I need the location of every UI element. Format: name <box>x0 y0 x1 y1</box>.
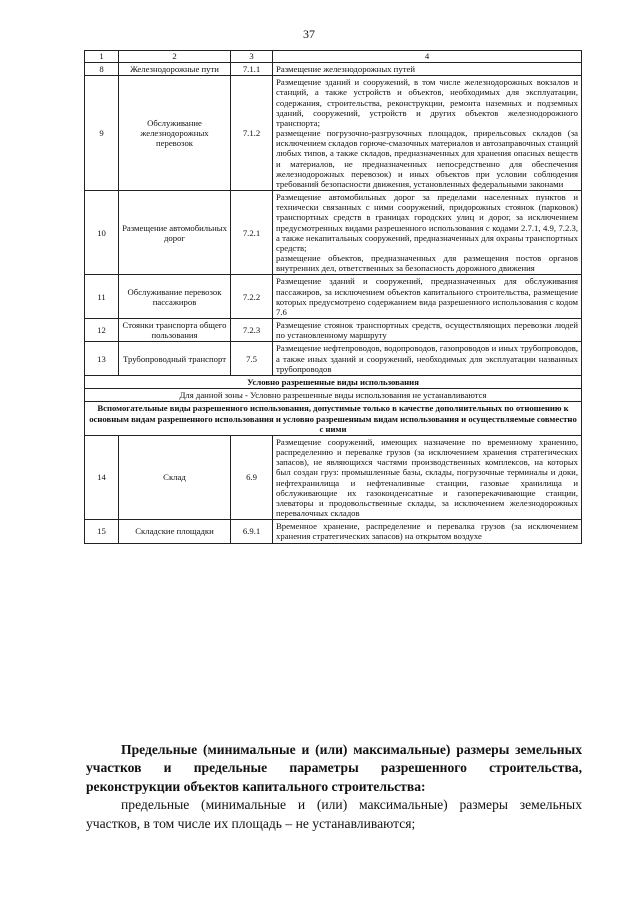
use-type-description <box>273 520 582 543</box>
table-row <box>85 520 582 543</box>
row-number: 11 <box>85 275 119 319</box>
use-type-code: 7.2.1 <box>231 191 273 275</box>
use-type-code: 6.9 <box>231 435 273 519</box>
use-type-description <box>273 191 582 275</box>
use-type-name: Обслуживание железнодорожных перевозок <box>119 76 231 191</box>
use-type-code: 7.5 <box>231 342 273 376</box>
use-type-name: Трубопроводный транспорт <box>119 342 231 376</box>
use-type-description <box>273 76 582 191</box>
use-type-name: Железнодорожные пути <box>119 63 231 76</box>
parameters-heading: Предельные (минимальные и (или) максимальные) размеры земельных участков и предельные параметры разрешенного строительства, реконструкции объектов капитального строительства: <box>86 742 582 794</box>
description-paragraph: Размещение нефтепроводов, водопроводов, газопроводов и иных трубопроводов, а также иных зданий и сооружений, необходимых для эксплуатации названных трубопроводов <box>276 343 578 374</box>
row-number: 13 <box>85 342 119 376</box>
conditional-section-note: Для данной зоны - Условно разрешенные виды использования не устанавливаются <box>85 389 582 402</box>
header-cell: 2 <box>119 51 231 63</box>
description-paragraph: размещение погрузочно-разгрузочных площадок, прирельсовых складов (за исключением складов горюче-смазочных материалов и автозаправочных станций любых типов, а также складов, предназначенных для хранения опасных веществ и материалов, не предназначенных непосредственно для обеспечения железнодорожных перевозок) и иных объектов при условии соблюдения требований безопасности движения, установленных федеральными законами <box>276 128 578 189</box>
row-number: 15 <box>85 520 119 543</box>
use-type-name: Размещение автомобильных дорог <box>119 191 231 275</box>
table-row <box>85 342 582 376</box>
description-paragraph: Размещение зданий и сооружений, в том числе железнодорожных вокзалов и станций, а также устройств и объектов, необходимых для эксплуатации, содержания, строительства, реконструкции, ремонта наземных и подземных зданий, сооружений, устройств и других объектов железнодорожного транспорта; <box>276 77 578 128</box>
description-paragraph: размещение объектов, предназначенных для размещения постов органов внутренних дел, ответственных за безопасность дорожного движения <box>276 253 578 274</box>
description-paragraph: Размещение сооружений, имеющих назначение по временному хранению, распределению и перевалке грузов (за исключением хранения стратегических запасов), не являющихся частями производственных комплексов, на которых был создан груз: промышленные базы, склады, погрузочные терминалы и доки, нефтехранилища и нефтеналивные станции, газовые хранилища и обслуживающие их газоконденсатные и газоперекачивающие станции, элеваторы и продовольственные склады, за исключением железнодорожных перевалочных складов <box>276 436 578 519</box>
land-use-table <box>84 50 582 544</box>
description-paragraph: Размещение железнодорожных путей <box>276 64 415 74</box>
use-type-code: 7.2.2 <box>231 275 273 319</box>
conditional-section-title: Условно разрешенные виды использования <box>85 375 582 388</box>
header-cell: 1 <box>85 51 119 63</box>
use-type-code: 6.9.1 <box>231 520 273 543</box>
use-type-description <box>273 435 582 519</box>
row-number: 9 <box>85 76 119 191</box>
row-number: 14 <box>85 435 119 519</box>
header-cell: 4 <box>273 51 582 63</box>
table-row <box>85 435 582 519</box>
table-header-row <box>85 51 582 63</box>
use-type-name: Складские площадки <box>119 520 231 543</box>
row-number: 8 <box>85 63 119 76</box>
use-type-code: 7.2.3 <box>231 319 273 342</box>
description-paragraph: Размещение автомобильных дорог за пределами населенных пунктов и технически связанных с ними сооружений, придорожных стоянок (парковок) транспортных средств в границах городских улиц и дорог, за исключением предусмотренных видами разрешенного использования с кодами 2.7.1, 4.9, 7.2.3, а также некапитальных сооружений, предназначенных для охраны транспортных средств; <box>276 192 578 253</box>
description-paragraph: Размещение стоянок транспортных средств, осуществляющих перевозки людей по установленному маршруту <box>276 320 578 341</box>
use-type-name: Обслуживание перевозок пассажиров <box>119 275 231 319</box>
use-type-description <box>273 275 582 319</box>
row-number: 10 <box>85 191 119 275</box>
use-type-code: 7.1.1 <box>231 63 273 76</box>
use-type-code: 7.1.2 <box>231 76 273 191</box>
use-type-description <box>273 63 582 76</box>
description-paragraph: Временное хранение, распределение и перевалка грузов (за исключением хранения стратегических запасов) на открытом воздухе <box>276 521 578 542</box>
table-row <box>85 63 582 76</box>
use-type-name: Склад <box>119 435 231 519</box>
table-row <box>85 76 582 191</box>
footer-text-block <box>86 741 582 833</box>
description-paragraph: Размещение зданий и сооружений, предназначенных для обслуживания пассажиров, за исключением объектов капитального строительства, размещение которых предусмотрено содержанием вида разрешенного использования с кодом 7.6 <box>276 276 578 317</box>
table-row <box>85 275 582 319</box>
use-type-description <box>273 319 582 342</box>
use-type-description <box>273 342 582 376</box>
table-row <box>85 319 582 342</box>
auxiliary-section-title: Вспомогательные виды разрешенного использования, допустимые только в качестве дополнительных по отношению к основным видам разрешенного использования и условно разрешенным видам использования и осуществляемые совместно с ними <box>85 402 582 436</box>
parameters-text: предельные (минимальные и (или) максимальные) размеры земельных участков, в том числе их площадь – не устанавливаются; <box>86 797 582 831</box>
use-type-name: Стоянки транспорта общего пользования <box>119 319 231 342</box>
row-number: 12 <box>85 319 119 342</box>
header-cell: 3 <box>231 51 273 63</box>
table-row <box>85 191 582 275</box>
page-number: 37 <box>303 27 315 41</box>
